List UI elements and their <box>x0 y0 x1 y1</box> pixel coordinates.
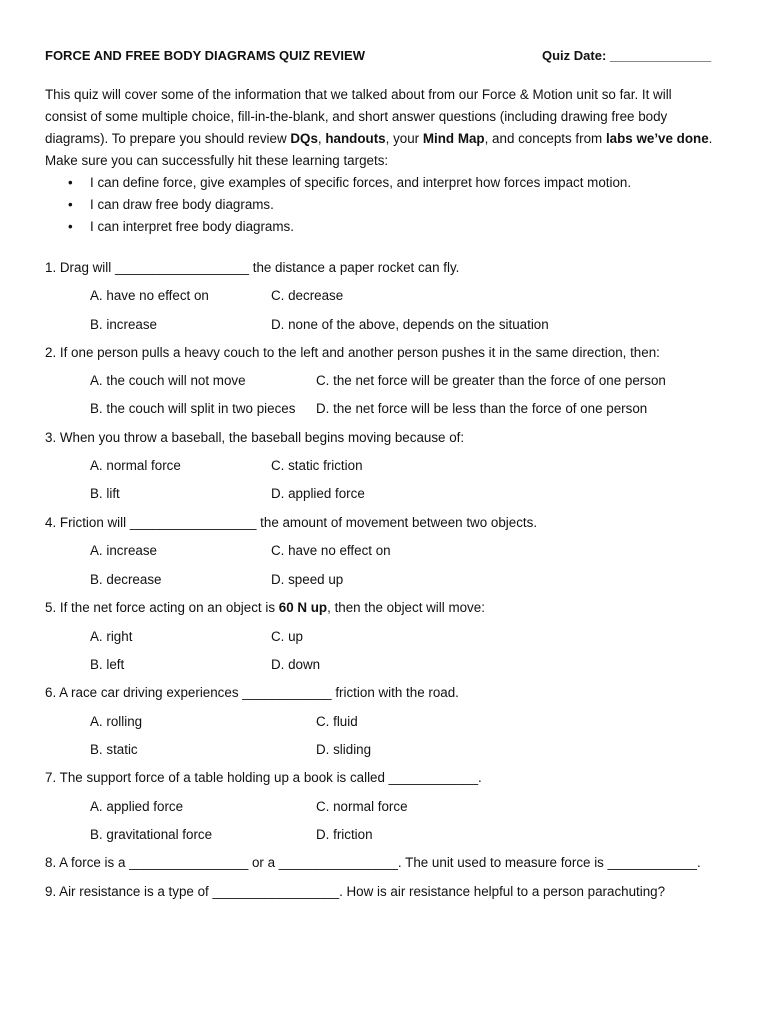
intro-text-end: . Make sure you can successfully hit these learning targets: <box>45 131 713 168</box>
question-4: 4. Friction will _________________ the amount of movement between two objects. <box>45 515 538 530</box>
intro-sep-1: , <box>317 131 326 146</box>
option-d: D. speed up <box>271 572 344 587</box>
intro-mind-map: Mind Map <box>422 131 485 146</box>
question-1-options-row-1 <box>90 287 720 305</box>
intro-handouts: handouts <box>325 131 386 146</box>
question-2-options-row-2 <box>90 400 720 418</box>
question-4-options-row-1 <box>90 542 720 560</box>
option-b: B. the couch will split in two pieces <box>90 401 296 416</box>
option-a: A. applied force <box>90 799 184 814</box>
option-c: C. static friction <box>271 458 363 473</box>
document-header <box>45 48 717 66</box>
option-d: D. applied force <box>271 486 365 501</box>
question-3-options-row-2 <box>90 485 720 503</box>
option-d: D. the net force will be less than the force of one person <box>316 401 648 416</box>
learning-target: • I can define force, give examples of specific forces, and interpret how forces impact motion. <box>68 172 717 194</box>
question-5-net-force: 60 N up <box>278 600 328 615</box>
question-6: 6. A race car driving experiences ____________ friction with the road. <box>45 685 459 700</box>
question-7: 7. The support force of a table holding up a book is called ____________. <box>45 770 482 785</box>
document-title: FORCE AND FREE BODY DIAGRAMS QUIZ REVIEW <box>45 48 365 63</box>
option-c: C. up <box>271 629 304 644</box>
question-6-options-row-2 <box>90 741 720 759</box>
question-1-options-row-2 <box>90 316 720 334</box>
option-a: A. increase <box>90 543 157 558</box>
question-1: 1. Drag will __________________ the distance a paper rocket can fly. <box>45 260 460 275</box>
intro-sep-3: , and concepts from <box>484 131 606 146</box>
option-b: B. increase <box>90 317 157 332</box>
question-7-options-row-1 <box>90 798 720 816</box>
option-a: A. have no effect on <box>90 288 209 303</box>
question-8: 8. A force is a ________________ or a ________________. The unit used to measure force is ____________. <box>45 855 701 870</box>
option-d: D. none of the above, depends on the situation <box>271 317 549 332</box>
option-b: B. static <box>90 742 138 757</box>
intro-dqs: DQs <box>290 131 318 146</box>
intro-paragraph <box>45 84 717 172</box>
option-c: C. decrease <box>271 288 344 303</box>
option-a: A. rolling <box>90 714 143 729</box>
option-a: A. right <box>90 629 133 644</box>
option-b: B. lift <box>90 486 120 501</box>
option-a: A. the couch will not move <box>90 373 246 388</box>
intro-section <box>45 84 717 238</box>
option-d: D. friction <box>316 827 373 842</box>
intro-text-start: This quiz will cover some of the information that we talked about from our Force & Motion unit so far. It will consist of some multiple choice, fill-in-the-blank, and short answer questions (including drawing free body diagrams). To prepare you should review <box>45 87 672 146</box>
intro-labs: labs we’ve done <box>605 131 709 146</box>
question-6-options-row-1 <box>90 713 720 731</box>
option-c: C. normal force <box>316 799 408 814</box>
learning-targets-list <box>45 172 717 238</box>
question-5-options-row-1 <box>90 628 720 646</box>
option-a: A. normal force <box>90 458 181 473</box>
option-c: C. the net force will be greater than the force of one person <box>316 373 666 388</box>
question-9: 9. Air resistance is a type of _________________. How is air resistance helpful to a person parachuting? <box>45 884 666 899</box>
question-7-options-row-2 <box>90 826 720 844</box>
option-d: D. sliding <box>316 742 372 757</box>
quiz-date-label: Quiz Date: ______________ <box>542 48 712 63</box>
quiz-review-page <box>45 0 725 1024</box>
intro-sep-2: , your <box>385 131 423 146</box>
question-5 <box>45 599 725 617</box>
option-d: D. down <box>271 657 321 672</box>
option-b: B. decrease <box>90 572 162 587</box>
question-3: 3. When you throw a baseball, the baseball begins moving because of: <box>45 430 465 445</box>
option-b: B. gravitational force <box>90 827 213 842</box>
question-2-options-row-1 <box>90 372 720 390</box>
learning-target: • I can draw free body diagrams. <box>68 194 717 216</box>
question-2: 2. If one person pulls a heavy couch to the left and another person pushes it in the same direction, then: <box>45 345 660 360</box>
question-5-text-start: 5. If the net force acting on an object is <box>45 600 279 615</box>
question-3-options-row-1 <box>90 457 720 475</box>
learning-target: • I can interpret free body diagrams. <box>68 216 717 238</box>
question-5-text-end: , then the object will move: <box>327 600 485 615</box>
option-c: C. have no effect on <box>271 543 391 558</box>
option-b: B. left <box>90 657 125 672</box>
question-4-options-row-2 <box>90 571 720 589</box>
question-5-options-row-2 <box>90 656 720 674</box>
option-c: C. fluid <box>316 714 358 729</box>
